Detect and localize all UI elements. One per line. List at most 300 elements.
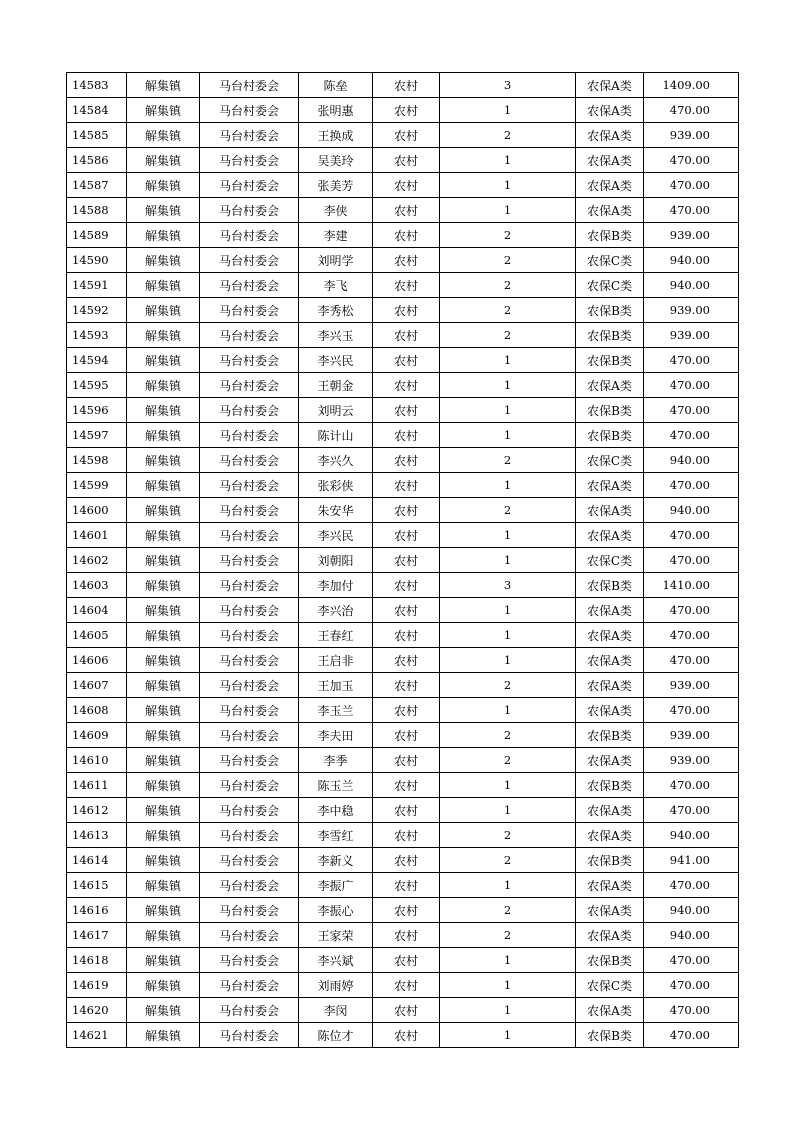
village-cell: 马台村委会 <box>200 823 299 848</box>
village-cell: 马台村委会 <box>200 448 299 473</box>
name-cell: 刘明学 <box>299 248 373 273</box>
id-cell: 14603 <box>67 573 127 598</box>
id-cell: 14620 <box>67 998 127 1023</box>
table-row <box>67 98 739 123</box>
town-cell: 解集镇 <box>127 623 200 648</box>
table-row <box>67 698 739 723</box>
name-cell: 李季 <box>299 748 373 773</box>
table-body <box>67 73 739 1048</box>
count-cell: 3 <box>440 573 576 598</box>
area-cell: 农村 <box>373 173 440 198</box>
count-cell: 3 <box>440 73 576 98</box>
town-cell: 解集镇 <box>127 148 200 173</box>
amount-cell: 470.00 <box>644 798 739 823</box>
table-row <box>67 723 739 748</box>
amount-cell: 470.00 <box>644 148 739 173</box>
area-cell: 农村 <box>373 473 440 498</box>
table-row <box>67 648 739 673</box>
amount-cell: 470.00 <box>644 998 739 1023</box>
name-cell: 张美芳 <box>299 173 373 198</box>
name-cell: 刘雨婷 <box>299 973 373 998</box>
area-cell: 农村 <box>373 148 440 173</box>
category-cell: 农保B类 <box>576 223 644 248</box>
area-cell: 农村 <box>373 348 440 373</box>
category-cell: 农保A类 <box>576 523 644 548</box>
count-cell: 2 <box>440 298 576 323</box>
category-cell: 农保A类 <box>576 98 644 123</box>
town-cell: 解集镇 <box>127 448 200 473</box>
area-cell: 农村 <box>373 423 440 448</box>
table-row <box>67 498 739 523</box>
category-cell: 农保A类 <box>576 648 644 673</box>
name-cell: 李侠 <box>299 198 373 223</box>
amount-cell: 939.00 <box>644 123 739 148</box>
count-cell: 1 <box>440 423 576 448</box>
village-cell: 马台村委会 <box>200 698 299 723</box>
area-cell: 农村 <box>373 623 440 648</box>
amount-cell: 1409.00 <box>644 73 739 98</box>
count-cell: 2 <box>440 723 576 748</box>
amount-cell: 470.00 <box>644 623 739 648</box>
amount-cell: 470.00 <box>644 598 739 623</box>
category-cell: 农保A类 <box>576 73 644 98</box>
category-cell: 农保B类 <box>576 423 644 448</box>
category-cell: 农保A类 <box>576 623 644 648</box>
village-cell: 马台村委会 <box>200 898 299 923</box>
id-cell: 14601 <box>67 523 127 548</box>
table-row <box>67 823 739 848</box>
town-cell: 解集镇 <box>127 598 200 623</box>
area-cell: 农村 <box>373 998 440 1023</box>
count-cell: 2 <box>440 323 576 348</box>
table-row <box>67 323 739 348</box>
town-cell: 解集镇 <box>127 323 200 348</box>
category-cell: 农保A类 <box>576 998 644 1023</box>
village-cell: 马台村委会 <box>200 398 299 423</box>
amount-cell: 470.00 <box>644 523 739 548</box>
amount-cell: 939.00 <box>644 298 739 323</box>
category-cell: 农保B类 <box>576 348 644 373</box>
id-cell: 14583 <box>67 73 127 98</box>
area-cell: 农村 <box>373 123 440 148</box>
area-cell: 农村 <box>373 248 440 273</box>
table-row <box>67 923 739 948</box>
id-cell: 14615 <box>67 873 127 898</box>
table-row <box>67 373 739 398</box>
id-cell: 14604 <box>67 598 127 623</box>
table-row <box>67 223 739 248</box>
name-cell: 刘明云 <box>299 398 373 423</box>
town-cell: 解集镇 <box>127 198 200 223</box>
name-cell: 李夫田 <box>299 723 373 748</box>
id-cell: 14614 <box>67 848 127 873</box>
name-cell: 李兴斌 <box>299 948 373 973</box>
town-cell: 解集镇 <box>127 998 200 1023</box>
id-cell: 14613 <box>67 823 127 848</box>
name-cell: 陈位才 <box>299 1023 373 1048</box>
name-cell: 吴美玲 <box>299 148 373 173</box>
category-cell: 农保B类 <box>576 573 644 598</box>
village-cell: 马台村委会 <box>200 798 299 823</box>
area-cell: 农村 <box>373 848 440 873</box>
table-row <box>67 273 739 298</box>
count-cell: 1 <box>440 523 576 548</box>
amount-cell: 940.00 <box>644 498 739 523</box>
name-cell: 李加付 <box>299 573 373 598</box>
category-cell: 农保A类 <box>576 923 644 948</box>
town-cell: 解集镇 <box>127 273 200 298</box>
id-cell: 14593 <box>67 323 127 348</box>
village-cell: 马台村委会 <box>200 73 299 98</box>
amount-cell: 939.00 <box>644 323 739 348</box>
amount-cell: 939.00 <box>644 223 739 248</box>
count-cell: 1 <box>440 648 576 673</box>
village-cell: 马台村委会 <box>200 873 299 898</box>
category-cell: 农保C类 <box>576 448 644 473</box>
village-cell: 马台村委会 <box>200 273 299 298</box>
name-cell: 李建 <box>299 223 373 248</box>
name-cell: 李振广 <box>299 873 373 898</box>
count-cell: 1 <box>440 373 576 398</box>
area-cell: 农村 <box>373 223 440 248</box>
count-cell: 1 <box>440 598 576 623</box>
category-cell: 农保B类 <box>576 773 644 798</box>
count-cell: 2 <box>440 498 576 523</box>
table-row <box>67 973 739 998</box>
table-row <box>67 173 739 198</box>
count-cell: 1 <box>440 798 576 823</box>
area-cell: 农村 <box>373 448 440 473</box>
name-cell: 张彩侠 <box>299 473 373 498</box>
town-cell: 解集镇 <box>127 648 200 673</box>
category-cell: 农保B类 <box>576 323 644 348</box>
category-cell: 农保C类 <box>576 273 644 298</box>
table-row <box>67 423 739 448</box>
table-row <box>67 298 739 323</box>
id-cell: 14611 <box>67 773 127 798</box>
village-cell: 马台村委会 <box>200 998 299 1023</box>
area-cell: 农村 <box>373 198 440 223</box>
town-cell: 解集镇 <box>127 748 200 773</box>
town-cell: 解集镇 <box>127 348 200 373</box>
id-cell: 14586 <box>67 148 127 173</box>
village-cell: 马台村委会 <box>200 948 299 973</box>
name-cell: 李新义 <box>299 848 373 873</box>
amount-cell: 939.00 <box>644 748 739 773</box>
table-row <box>67 673 739 698</box>
amount-cell: 940.00 <box>644 898 739 923</box>
town-cell: 解集镇 <box>127 423 200 448</box>
id-cell: 14592 <box>67 298 127 323</box>
amount-cell: 940.00 <box>644 923 739 948</box>
area-cell: 农村 <box>373 523 440 548</box>
area-cell: 农村 <box>373 498 440 523</box>
town-cell: 解集镇 <box>127 848 200 873</box>
town-cell: 解集镇 <box>127 223 200 248</box>
category-cell: 农保A类 <box>576 873 644 898</box>
village-cell: 马台村委会 <box>200 1023 299 1048</box>
village-cell: 马台村委会 <box>200 923 299 948</box>
name-cell: 陈计山 <box>299 423 373 448</box>
village-cell: 马台村委会 <box>200 623 299 648</box>
town-cell: 解集镇 <box>127 298 200 323</box>
town-cell: 解集镇 <box>127 973 200 998</box>
table-row <box>67 873 739 898</box>
category-cell: 农保A类 <box>576 198 644 223</box>
table-row <box>67 123 739 148</box>
village-cell: 马台村委会 <box>200 198 299 223</box>
town-cell: 解集镇 <box>127 923 200 948</box>
id-cell: 14618 <box>67 948 127 973</box>
village-cell: 马台村委会 <box>200 123 299 148</box>
village-cell: 马台村委会 <box>200 473 299 498</box>
area-cell: 农村 <box>373 1023 440 1048</box>
amount-cell: 940.00 <box>644 273 739 298</box>
area-cell: 农村 <box>373 373 440 398</box>
id-cell: 14597 <box>67 423 127 448</box>
town-cell: 解集镇 <box>127 698 200 723</box>
count-cell: 1 <box>440 698 576 723</box>
name-cell: 王换成 <box>299 123 373 148</box>
amount-cell: 470.00 <box>644 548 739 573</box>
village-cell: 马台村委会 <box>200 323 299 348</box>
amount-cell: 941.00 <box>644 848 739 873</box>
count-cell: 2 <box>440 248 576 273</box>
amount-cell: 470.00 <box>644 873 739 898</box>
table-row <box>67 598 739 623</box>
id-cell: 14605 <box>67 623 127 648</box>
count-cell: 1 <box>440 773 576 798</box>
village-cell: 马台村委会 <box>200 148 299 173</box>
amount-cell: 470.00 <box>644 948 739 973</box>
count-cell: 1 <box>440 473 576 498</box>
name-cell: 张明惠 <box>299 98 373 123</box>
town-cell: 解集镇 <box>127 573 200 598</box>
category-cell: 农保A类 <box>576 173 644 198</box>
count-cell: 2 <box>440 823 576 848</box>
count-cell: 1 <box>440 398 576 423</box>
id-cell: 14609 <box>67 723 127 748</box>
town-cell: 解集镇 <box>127 373 200 398</box>
count-cell: 1 <box>440 348 576 373</box>
area-cell: 农村 <box>373 98 440 123</box>
village-cell: 马台村委会 <box>200 498 299 523</box>
count-cell: 1 <box>440 1023 576 1048</box>
village-cell: 马台村委会 <box>200 98 299 123</box>
name-cell: 李兴治 <box>299 598 373 623</box>
name-cell: 李秀松 <box>299 298 373 323</box>
count-cell: 1 <box>440 973 576 998</box>
id-cell: 14619 <box>67 973 127 998</box>
category-cell: 农保A类 <box>576 748 644 773</box>
name-cell: 王家荣 <box>299 923 373 948</box>
table-row <box>67 1023 739 1048</box>
amount-cell: 940.00 <box>644 248 739 273</box>
table-row <box>67 948 739 973</box>
area-cell: 农村 <box>373 323 440 348</box>
name-cell: 王加玉 <box>299 673 373 698</box>
village-cell: 马台村委会 <box>200 848 299 873</box>
count-cell: 1 <box>440 198 576 223</box>
category-cell: 农保B类 <box>576 723 644 748</box>
amount-cell: 940.00 <box>644 823 739 848</box>
village-cell: 马台村委会 <box>200 598 299 623</box>
village-cell: 马台村委会 <box>200 348 299 373</box>
village-cell: 马台村委会 <box>200 773 299 798</box>
category-cell: 农保A类 <box>576 673 644 698</box>
amount-cell: 470.00 <box>644 473 739 498</box>
amount-cell: 470.00 <box>644 173 739 198</box>
village-cell: 马台村委会 <box>200 748 299 773</box>
id-cell: 14617 <box>67 923 127 948</box>
category-cell: 农保A类 <box>576 798 644 823</box>
id-cell: 14588 <box>67 198 127 223</box>
area-cell: 农村 <box>373 273 440 298</box>
town-cell: 解集镇 <box>127 673 200 698</box>
village-cell: 马台村委会 <box>200 573 299 598</box>
table-row <box>67 998 739 1023</box>
town-cell: 解集镇 <box>127 873 200 898</box>
category-cell: 农保C类 <box>576 248 644 273</box>
id-cell: 14598 <box>67 448 127 473</box>
area-cell: 农村 <box>373 948 440 973</box>
town-cell: 解集镇 <box>127 898 200 923</box>
count-cell: 2 <box>440 748 576 773</box>
village-cell: 马台村委会 <box>200 223 299 248</box>
category-cell: 农保A类 <box>576 598 644 623</box>
category-cell: 农保A类 <box>576 373 644 398</box>
table-row <box>67 73 739 98</box>
count-cell: 1 <box>440 548 576 573</box>
area-cell: 农村 <box>373 298 440 323</box>
category-cell: 农保B类 <box>576 1023 644 1048</box>
amount-cell: 470.00 <box>644 98 739 123</box>
name-cell: 王朝金 <box>299 373 373 398</box>
id-cell: 14596 <box>67 398 127 423</box>
area-cell: 农村 <box>373 748 440 773</box>
table-row <box>67 848 739 873</box>
area-cell: 农村 <box>373 723 440 748</box>
amount-cell: 470.00 <box>644 423 739 448</box>
table-row <box>67 198 739 223</box>
amount-cell: 470.00 <box>644 1023 739 1048</box>
name-cell: 王启非 <box>299 648 373 673</box>
table-row <box>67 348 739 373</box>
category-cell: 农保A类 <box>576 698 644 723</box>
amount-cell: 470.00 <box>644 773 739 798</box>
town-cell: 解集镇 <box>127 773 200 798</box>
town-cell: 解集镇 <box>127 473 200 498</box>
category-cell: 农保A类 <box>576 473 644 498</box>
village-cell: 马台村委会 <box>200 423 299 448</box>
village-cell: 马台村委会 <box>200 673 299 698</box>
name-cell: 陈垒 <box>299 73 373 98</box>
amount-cell: 470.00 <box>644 698 739 723</box>
id-cell: 14621 <box>67 1023 127 1048</box>
area-cell: 农村 <box>373 898 440 923</box>
town-cell: 解集镇 <box>127 823 200 848</box>
count-cell: 2 <box>440 123 576 148</box>
amount-cell: 470.00 <box>644 648 739 673</box>
town-cell: 解集镇 <box>127 548 200 573</box>
category-cell: 农保A类 <box>576 123 644 148</box>
table-row <box>67 448 739 473</box>
table-row <box>67 523 739 548</box>
table-row <box>67 548 739 573</box>
category-cell: 农保B类 <box>576 948 644 973</box>
name-cell: 王春红 <box>299 623 373 648</box>
id-cell: 14595 <box>67 373 127 398</box>
id-cell: 14612 <box>67 798 127 823</box>
town-cell: 解集镇 <box>127 398 200 423</box>
village-cell: 马台村委会 <box>200 523 299 548</box>
amount-cell: 470.00 <box>644 398 739 423</box>
amount-cell: 470.00 <box>644 973 739 998</box>
id-cell: 14591 <box>67 273 127 298</box>
id-cell: 14585 <box>67 123 127 148</box>
village-cell: 马台村委会 <box>200 248 299 273</box>
count-cell: 2 <box>440 898 576 923</box>
table-row <box>67 898 739 923</box>
category-cell: 农保C类 <box>576 548 644 573</box>
count-cell: 1 <box>440 173 576 198</box>
town-cell: 解集镇 <box>127 523 200 548</box>
category-cell: 农保C类 <box>576 973 644 998</box>
area-cell: 农村 <box>373 698 440 723</box>
village-cell: 马台村委会 <box>200 973 299 998</box>
village-cell: 马台村委会 <box>200 173 299 198</box>
id-cell: 14599 <box>67 473 127 498</box>
table-row <box>67 248 739 273</box>
village-cell: 马台村委会 <box>200 373 299 398</box>
category-cell: 农保A类 <box>576 498 644 523</box>
table-row <box>67 623 739 648</box>
id-cell: 14589 <box>67 223 127 248</box>
id-cell: 14606 <box>67 648 127 673</box>
category-cell: 农保B类 <box>576 398 644 423</box>
id-cell: 14607 <box>67 673 127 698</box>
area-cell: 农村 <box>373 823 440 848</box>
area-cell: 农村 <box>373 573 440 598</box>
count-cell: 1 <box>440 873 576 898</box>
amount-cell: 470.00 <box>644 198 739 223</box>
name-cell: 李雪红 <box>299 823 373 848</box>
amount-cell: 470.00 <box>644 373 739 398</box>
area-cell: 农村 <box>373 673 440 698</box>
amount-cell: 940.00 <box>644 448 739 473</box>
data-table <box>66 72 739 1048</box>
town-cell: 解集镇 <box>127 248 200 273</box>
id-cell: 14600 <box>67 498 127 523</box>
table-row <box>67 573 739 598</box>
id-cell: 14590 <box>67 248 127 273</box>
count-cell: 1 <box>440 98 576 123</box>
name-cell: 李玉兰 <box>299 698 373 723</box>
table-row <box>67 748 739 773</box>
area-cell: 农村 <box>373 773 440 798</box>
town-cell: 解集镇 <box>127 798 200 823</box>
village-cell: 马台村委会 <box>200 298 299 323</box>
area-cell: 农村 <box>373 923 440 948</box>
area-cell: 农村 <box>373 398 440 423</box>
category-cell: 农保A类 <box>576 148 644 173</box>
table-row <box>67 773 739 798</box>
category-cell: 农保A类 <box>576 823 644 848</box>
town-cell: 解集镇 <box>127 98 200 123</box>
village-cell: 马台村委会 <box>200 723 299 748</box>
category-cell: 农保B类 <box>576 848 644 873</box>
town-cell: 解集镇 <box>127 498 200 523</box>
